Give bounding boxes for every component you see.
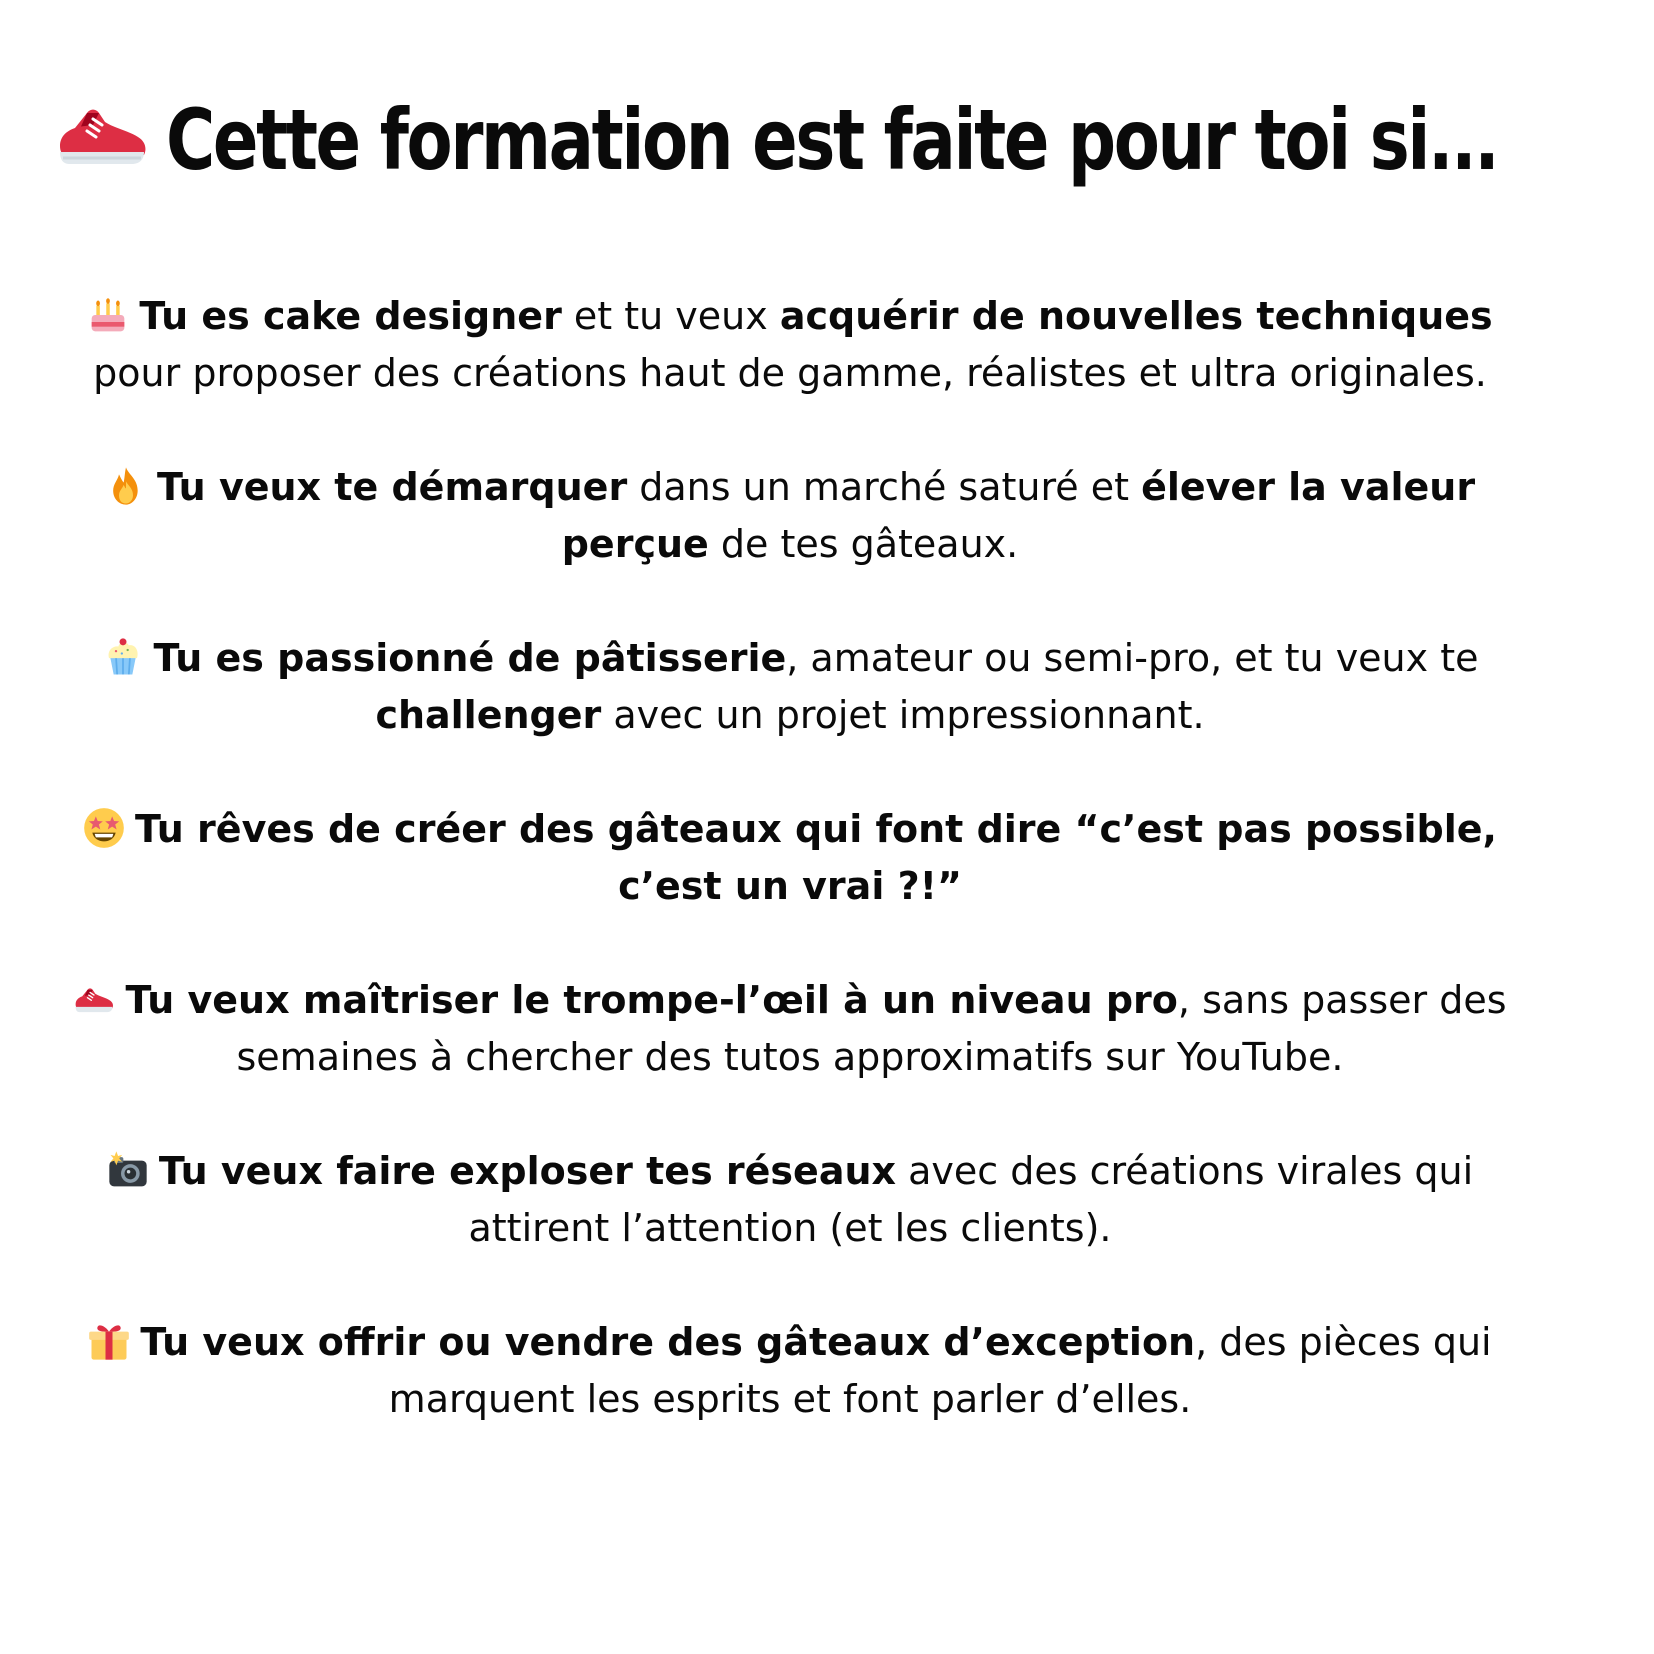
item-text-end: avec un projet impressionnant. bbox=[601, 693, 1205, 737]
item-bold-highlight: élever la valeur perçue bbox=[561, 465, 1476, 566]
item-text: , des pièces qui marquent les esprits et font parler d’elles. bbox=[388, 1320, 1492, 1421]
item-bold-lead: Tu es cake designer bbox=[139, 294, 562, 338]
criteria-list bbox=[70, 288, 1510, 1485]
item-bold-lead: Tu es passionné de pâtisserie bbox=[153, 636, 787, 680]
item-text-end: pour proposer des créations haut de gamme, réalistes et ultra originales. bbox=[93, 351, 1487, 395]
list-item bbox=[70, 459, 1510, 573]
list-item bbox=[70, 1314, 1510, 1428]
running-shoe-icon bbox=[73, 978, 115, 1020]
item-text: , sans passer des semaines à chercher des tutos approximatifs sur YouTube. bbox=[236, 978, 1507, 1079]
item-text-end: de tes gâteaux. bbox=[708, 522, 1019, 566]
item-bold-lead: Tu veux offrir ou vendre des gâteaux d’exception bbox=[140, 1320, 1196, 1364]
list-item bbox=[70, 972, 1510, 1086]
list-item bbox=[70, 288, 1510, 402]
list-item bbox=[70, 801, 1510, 915]
star-struck-icon bbox=[83, 807, 125, 849]
item-bold-lead: Tu veux faire exploser tes réseaux bbox=[158, 1149, 897, 1193]
fire-icon bbox=[105, 465, 147, 507]
item-bold-lead: Tu veux maîtriser le trompe-l’œil à un niveau pro bbox=[125, 978, 1178, 1022]
item-bold-lead: Tu veux te démarquer bbox=[156, 465, 628, 509]
item-bold-lead: Tu rêves de créer des gâteaux qui font dire “c’est pas possible, c’est un vrai ?!” bbox=[135, 807, 1497, 908]
item-text: avec des créations virales qui attirent l’attention (et les clients). bbox=[468, 1149, 1474, 1250]
item-bold-highlight: challenger bbox=[375, 693, 602, 737]
birthday-cake-icon bbox=[87, 294, 129, 336]
item-bold-highlight: acquérir de nouvelles techniques bbox=[779, 294, 1493, 338]
list-item bbox=[70, 630, 1510, 744]
running-shoe-icon bbox=[54, 86, 150, 182]
cupcake-icon bbox=[102, 636, 144, 678]
gift-icon bbox=[88, 1320, 130, 1362]
item-text: dans un marché saturé et bbox=[627, 465, 1142, 509]
item-text: et tu veux bbox=[561, 294, 780, 338]
item-text: , amateur ou semi-pro, et tu veux te bbox=[786, 636, 1479, 680]
page-title: Cette formation est faite pour toi si... bbox=[165, 90, 1498, 189]
page-header bbox=[0, 92, 1654, 188]
list-item bbox=[70, 1143, 1510, 1257]
camera-flash-icon bbox=[107, 1149, 149, 1191]
